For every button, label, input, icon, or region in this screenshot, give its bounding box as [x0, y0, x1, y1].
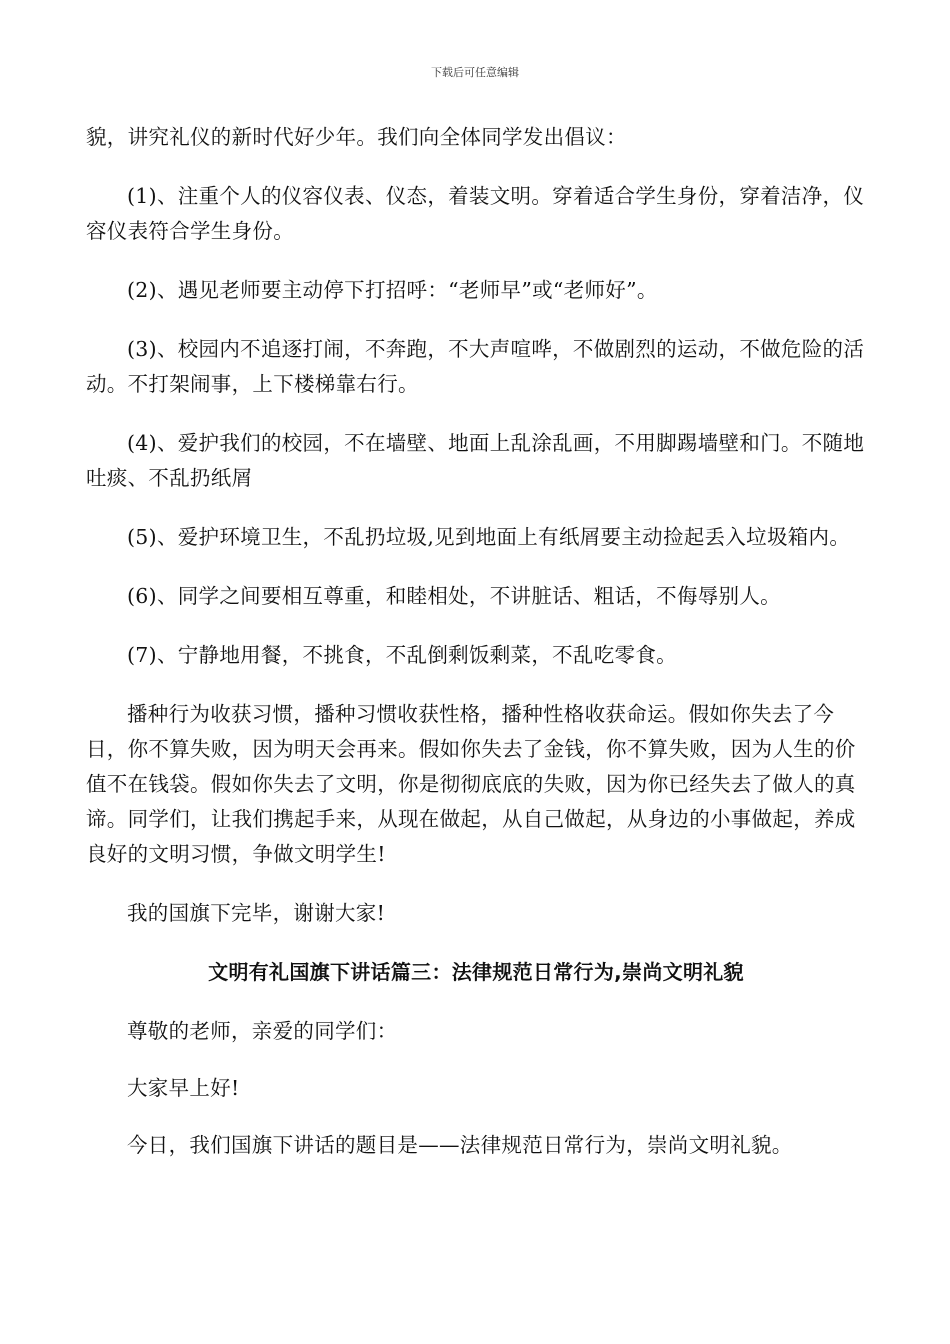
paragraph-intro-continuation: 貌，讲究礼仪的新时代好少年。我们向全体同学发出倡议： — [86, 125, 627, 149]
paragraph-topic: 今日，我们国旗下讲话的题目是——法律规范日常行为，崇尚文明礼貌。 — [127, 1133, 793, 1157]
section-heading: 文明有礼国旗下讲话篇三：法律规范日常行为,崇尚文明礼貌 — [208, 960, 744, 984]
list-item-6: (6)、同学之间要相互尊重，和睦相处，不讲脏话、粗话，不侮辱别人。 — [127, 584, 781, 608]
list-item-7: (7)、宁静地用餐，不挑食，不乱倒剩饭剩菜，不乱吃零食。 — [127, 643, 677, 667]
paragraph-conclusion: 播种行为收获习惯，播种习惯收获性格，播种性格收获命运。假如你失去了今日，你不算失败，因为明天会再来。假如你失去了金钱，你不算失败，因为人生的价值不在钱袋。假如你失去了文明，你是彻彻底底的失败，因为你已经失去了做人的真谛。同学们，让我们携起手来，从现在做起，从自己做起，从身边的小事做起，养成良好的文明习惯，争做文明学生! — [86, 702, 856, 866]
paragraph-greeting: 大家早上好! — [127, 1076, 240, 1100]
list-item-4: (4)、爱护我们的校园，不在墙壁、地面上乱涂乱画，不用脚踢墙壁和门。不随地吐痰、不乱扔纸屑 — [86, 431, 865, 490]
paragraph-salutation: 尊敬的老师，亲爱的同学们： — [127, 1019, 398, 1043]
list-item-2: (2)、遇见老师要主动停下打招呼：“老师早”或“老师好”。 — [127, 278, 658, 302]
document-body — [86, 120, 866, 1187]
paragraph-closing: 我的国旗下完毕，谢谢大家! — [127, 901, 386, 925]
list-item-5: (5)、爱护环境卫生，不乱扔垃圾,见到地面上有纸屑要主动捡起丢入垃圾箱内。 — [127, 525, 851, 549]
list-item-1: (1)、注重个人的仪容仪表、仪态，着装文明。穿着适合学生身份，穿着洁净，仪容仪表符合学生身份。 — [86, 184, 865, 243]
list-item-3: (3)、校园内不追逐打闹，不奔跑，不大声喧哗，不做剧烈的运动，不做危险的活动。不打架闹事，上下楼梯靠右行。 — [86, 337, 865, 396]
page-header-note: 下载后可任意编辑 — [431, 66, 519, 79]
